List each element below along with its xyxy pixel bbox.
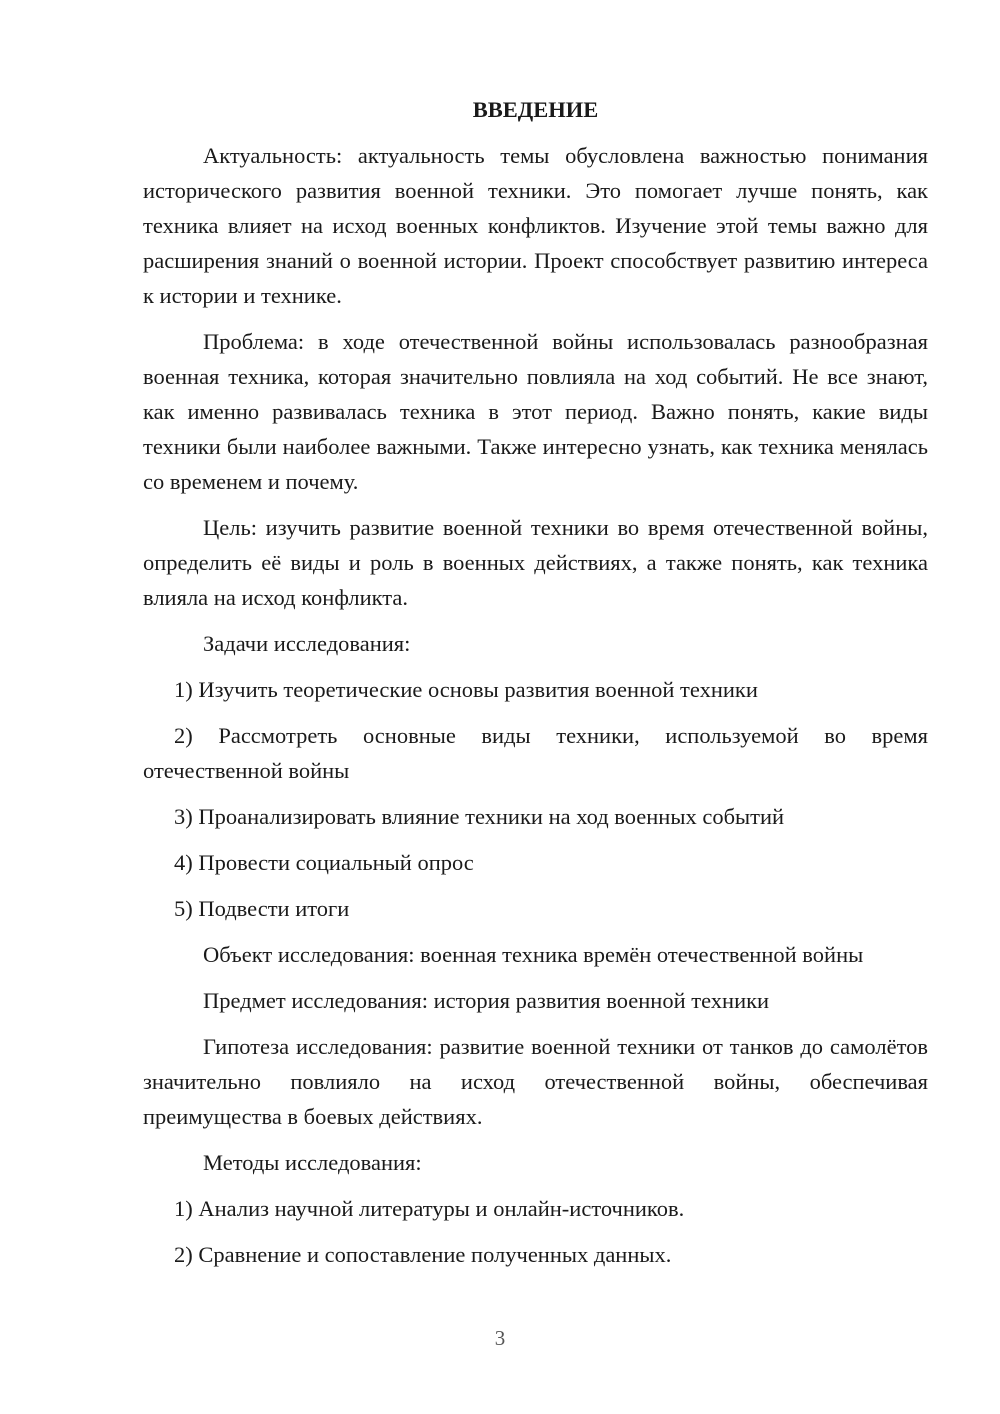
method-item: 1) Анализ научной литературы и онлайн-источников. xyxy=(174,1196,685,1221)
object-paragraph: Объект исследования: военная техника времён отечественной войны xyxy=(203,942,864,967)
task-item: 1) Изучить теоретические основы развития военной техники xyxy=(174,677,758,702)
methods-heading: Методы исследования: xyxy=(203,1150,422,1175)
subject-paragraph: Предмет исследования: история развития военной техники xyxy=(203,988,770,1013)
relevance-paragraph: Актуальность: актуальность темы обусловлена важностью понимания исторического развития военной техники. Это помогает лучше понять, как техника влияет на исход военных конфликтов. Изучение этой темы важно для расширения знаний о военной истории. Проект способствует развитию интереса к истории и технике. xyxy=(143,143,928,308)
section-title: ВВЕДЕНИЕ xyxy=(472,97,599,122)
tasks-heading: Задачи исследования: xyxy=(203,631,411,656)
document-page xyxy=(143,92,928,1283)
task-item: 3) Проанализировать влияние техники на ход военных событий xyxy=(174,804,785,829)
problem-paragraph: Проблема: в ходе отечественной войны использовалась разнообразная военная техника, которая значительно повлияла на ход событий. Не все знают, как именно развивалась техника в этот период. Важно понять, какие виды техники были наиболее важными. Также интересно узнать, как техника менялась со временем и почему. xyxy=(143,329,928,494)
task-item: 5) Подвести итоги xyxy=(174,896,350,921)
hypothesis-paragraph: Гипотеза исследования: развитие военной техники от танков до самолётов значительно повлияло на исход отечественной войны, обеспечивая преимущества в боевых действиях. xyxy=(143,1034,928,1129)
method-item: 2) Сравнение и сопоставление полученных данных. xyxy=(174,1242,672,1267)
task-item: 4) Провести социальный опрос xyxy=(174,850,474,875)
task-item: 2) Рассмотреть основные виды техники, используемой во время отечественной войны xyxy=(143,723,928,783)
goal-paragraph: Цель: изучить развитие военной техники во время отечественной войны, определить её виды и роль в военных действиях, а также понять, как техника влияла на исход конфликта. xyxy=(143,515,928,610)
page-number: 3 xyxy=(494,1326,506,1350)
